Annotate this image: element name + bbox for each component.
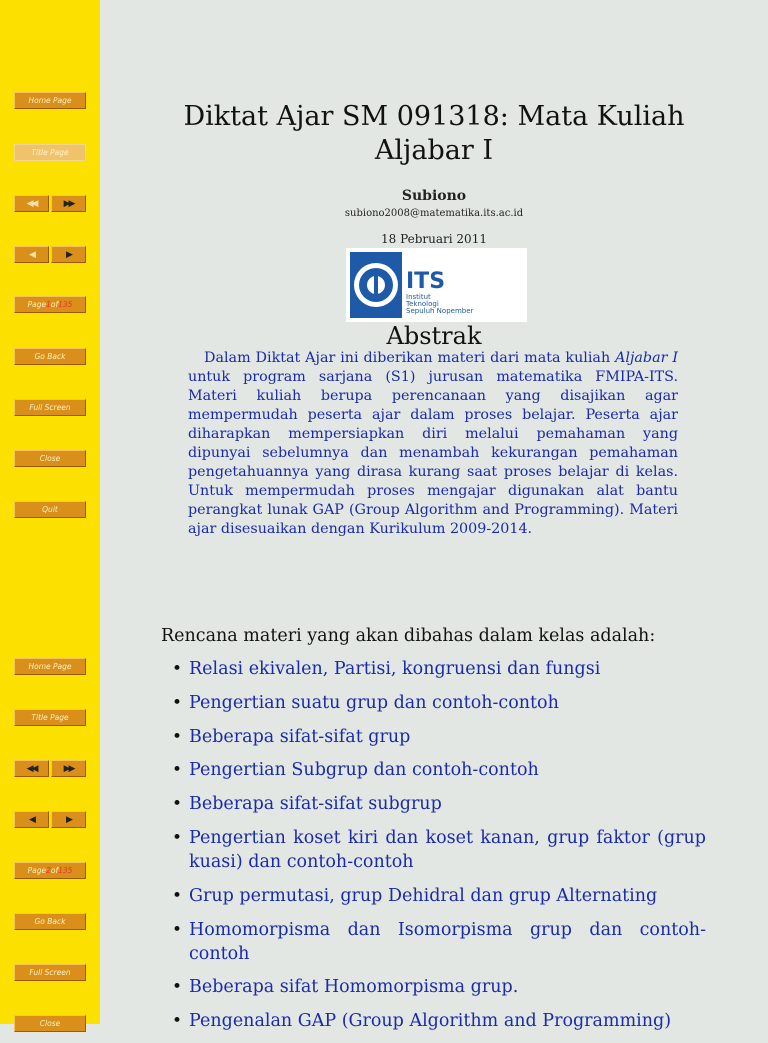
document-title	[100, 100, 768, 168]
page-counter-2	[14, 862, 86, 879]
list-item	[172, 975, 706, 999]
logo-line-3: Sepuluh Nopember	[406, 307, 474, 315]
bullet: •	[172, 760, 183, 781]
first-last-nav-2	[14, 760, 86, 777]
page-total: 135	[58, 866, 73, 875]
its-logo-graphic	[346, 248, 527, 322]
go-back-button[interactable]: Go Back	[14, 348, 86, 365]
home-page-button[interactable]: Home Page	[14, 92, 86, 109]
prev-page-icon[interactable]: ◀	[14, 246, 49, 263]
bullet: •	[172, 692, 183, 713]
list-item	[172, 691, 706, 715]
title-line-1: Diktat Ajar SM 091318: Mata Kuliah	[183, 101, 685, 132]
list-item	[172, 1009, 706, 1033]
title-page-button[interactable]: Title Page	[14, 144, 86, 161]
close-button[interactable]: Close	[14, 450, 86, 467]
bullet: •	[172, 885, 183, 906]
author-email: subiono2008@matematika.its.ac.id	[344, 208, 524, 219]
list-item	[172, 826, 706, 874]
first-page-icon[interactable]: ◀◀	[14, 195, 49, 212]
author-name: Subiono	[401, 188, 467, 204]
bullet: •	[172, 794, 183, 815]
close-button-2[interactable]: Close	[14, 1015, 86, 1032]
first-last-nav	[14, 195, 86, 212]
list-item	[172, 792, 706, 816]
full-screen-button-2[interactable]: Full Screen	[14, 964, 86, 981]
last-page-icon[interactable]: ▶▶	[51, 760, 86, 777]
list-item	[172, 657, 706, 681]
title-page-button-2[interactable]: Title Page	[14, 709, 86, 726]
title-line-2: Aljabar I	[374, 135, 494, 166]
list-item-text: Pengertian koset kiri dan koset kanan, grup faktor (grup kuasi) dan contoh-contoh	[189, 827, 706, 872]
bullet: •	[172, 827, 183, 848]
page-prefix: Page	[27, 866, 47, 875]
abstract-text	[188, 349, 678, 539]
logo-line-1: Institut	[406, 293, 431, 301]
page-current: 2	[46, 866, 51, 875]
page-of: of	[50, 866, 59, 875]
page-counter	[14, 296, 86, 313]
list-item-text: Grup permutasi, grup Dehidral dan grup Alternating	[189, 885, 658, 906]
logo-line-2: Teknologi	[406, 300, 439, 308]
page-total: 135	[58, 300, 73, 309]
list-item-text: Beberapa sifat Homomorpisma grup.	[189, 977, 519, 998]
bullet: •	[172, 726, 183, 747]
list-item	[172, 758, 706, 782]
list-item-text: Pengertian Subgrup dan contoh-contoh	[189, 760, 539, 781]
list-item	[172, 884, 706, 908]
quit-button[interactable]: Quit	[14, 501, 86, 518]
its-logo	[346, 248, 527, 322]
bullet: •	[172, 977, 183, 998]
logo-emblem-bar	[374, 272, 378, 298]
page-of: of	[50, 300, 59, 309]
home-page-button-2[interactable]: Home Page	[14, 658, 86, 675]
abstract-course-name: Aljabar I	[615, 350, 679, 366]
topic-list	[172, 657, 706, 1043]
plan-lead-text: Rencana materi yang akan dibahas dalam kelas adalah:	[161, 626, 656, 646]
logo-letters: ITS	[406, 269, 446, 294]
list-item-text: Pengertian suatu grup dan contoh-contoh	[189, 692, 559, 713]
list-item	[172, 725, 706, 749]
prev-next-nav	[14, 246, 86, 263]
page-prefix: Page	[27, 300, 47, 309]
bullet: •	[172, 659, 183, 679]
page-current: 1	[46, 300, 51, 309]
prev-page-icon[interactable]: ◀	[14, 811, 49, 828]
list-item-text: Pengenalan GAP (Group Algorithm and Programming)	[189, 1011, 672, 1032]
last-page-icon[interactable]: ▶▶	[51, 195, 86, 212]
list-item-text: Beberapa sifat-sifat subgrup	[189, 794, 442, 815]
next-page-icon[interactable]: ▶	[51, 811, 86, 828]
bullet: •	[172, 919, 183, 940]
list-item-text: Relasi ekivalen, Partisi, kongruensi dan fungsi	[189, 659, 601, 679]
list-item-text: Homomorpisma dan Isomorpisma grup dan contoh-contoh	[189, 919, 706, 964]
list-item-text: Beberapa sifat-sifat grup	[189, 726, 411, 747]
sidebar	[0, 0, 100, 1028]
bullet: •	[172, 1011, 183, 1032]
prev-next-nav-2	[14, 811, 86, 828]
abstract-text-before: Dalam Diktat Ajar ini diberikan materi dari mata kuliah	[204, 350, 616, 366]
full-screen-button[interactable]: Full Screen	[14, 399, 86, 416]
next-page-icon[interactable]: ▶	[51, 246, 86, 263]
first-page-icon[interactable]: ◀◀	[14, 760, 49, 777]
document-date: 18 Pebruari 2011	[381, 232, 487, 246]
abstract-heading: Abstrak	[386, 322, 482, 350]
list-item	[172, 918, 706, 966]
abstract-text-after: untuk program sarjana (S1) jurusan matematika FMIPA-ITS. Materi kuliah berupa perencanaan yang disajikan agar mempermudah peserta ajar dalam proses belajar. Peserta ajar diharapkan mempersiapkan diri melalui pemahaman yang dipunyai sebelumnya dan menambah kekurangan pemahaman pengetahuannya yang dirasa kurang saat proses belajar di kelas. Untuk mempermudah proses mengajar digunakan alat bantu perangkat lunak GAP (Group Algorithm and Programming). Materi ajar disesuaikan dengan Kurikulum 2009-2014.	[188, 369, 678, 537]
go-back-button-2[interactable]: Go Back	[14, 913, 86, 930]
